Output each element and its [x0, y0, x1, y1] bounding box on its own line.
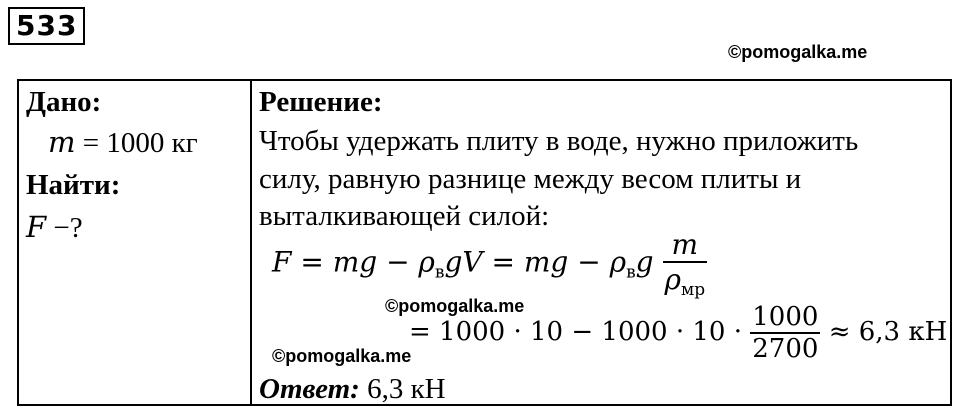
- find-heading: Найти:: [26, 169, 121, 201]
- solution-heading: Решение:: [259, 86, 383, 118]
- mass-over-density-fraction: [663, 228, 708, 300]
- formula-2-result: ≈ 6,3 кН: [828, 317, 948, 347]
- fraction-denominator: [663, 261, 708, 300]
- given-mass: [48, 125, 198, 160]
- formula-1: [272, 228, 707, 300]
- given-heading: Дано:: [26, 86, 102, 118]
- fraction-numerator: 1000: [752, 302, 819, 332]
- find-expression: [26, 210, 83, 245]
- watermark: ©pomogalka.me: [728, 42, 868, 62]
- rho-subscript: в: [434, 262, 445, 283]
- answer-value: 6,3 кН: [367, 373, 446, 405]
- mass-equals: =: [82, 127, 100, 159]
- numeric-fraction: [750, 302, 820, 364]
- fraction-numerator: m: [671, 228, 699, 261]
- watermark: ©pomogalka.me: [272, 346, 412, 366]
- solution-text-line: силу, равную разнице между весом плиты и: [259, 163, 802, 195]
- rho-symbol: ρ: [664, 263, 681, 296]
- mass-var: m: [48, 125, 76, 159]
- solution-text-line: выталкивающей силой:: [259, 200, 550, 232]
- formula-1-g: g: [635, 245, 654, 279]
- answer-line: [259, 373, 446, 406]
- column-divider: [250, 79, 252, 406]
- answer-label: Ответ:: [259, 373, 360, 405]
- rho-subscript: в: [626, 262, 636, 283]
- fraction-denominator: 2700: [752, 334, 819, 364]
- solution-text-line: Чтобы удержать плиту в воде, нужно приложить: [259, 125, 859, 157]
- find-question: −?: [53, 212, 83, 244]
- find-var: F: [26, 210, 47, 244]
- formula-2: [409, 302, 947, 364]
- formula-1-lhs: F = mg − ρ: [272, 245, 435, 279]
- mass-value: 1000 кг: [106, 127, 198, 159]
- formula-2-lhs: = 1000 · 10 − 1000 · 10 ·: [409, 317, 742, 347]
- problem-number: 533: [8, 7, 85, 45]
- watermark: ©pomogalka.me: [385, 296, 525, 316]
- formula-1-middle: gV = mg − ρ: [444, 245, 627, 279]
- rho-subscript: мр: [680, 280, 706, 300]
